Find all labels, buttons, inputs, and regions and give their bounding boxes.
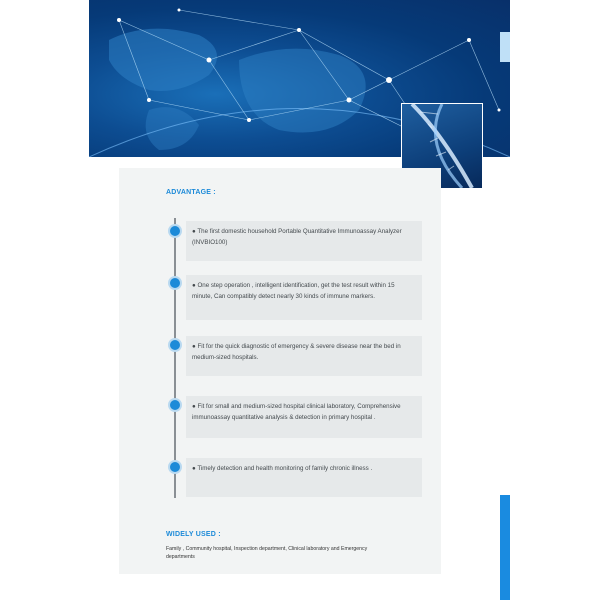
advantage-item-2: ● One step operation , intelligent identification, get the test result within 15 minute, Can compatibly detect nearly 30 kinds of immune markers. [186,275,422,320]
timeline-dot [168,224,182,238]
advantage-item-1: ● The first domestic household Portable Quantitative Immunoassay Analyzer (INVBIO100) [186,221,422,261]
right-accent-bar [500,495,510,600]
timeline-dot [168,460,182,474]
widely-used-text: Family , Community hospital, Inspection department, Clinical laboratory and Emergency departments [166,546,368,560]
advantage-heading: ADVANTAGE : [166,189,216,196]
side-tab-decoration [500,32,510,62]
timeline-dot [168,276,182,290]
widely-used-heading: WIDELY USED : [166,531,221,538]
timeline-dot [168,398,182,412]
advantage-item-3: ● Fit for the quick diagnostic of emergency & severe disease near the bed in medium-sized hospitals. [186,336,422,376]
advantage-item-4: ● Fit for small and medium-sized hospital clinical laboratory, Comprehensive immunoassay quantitative analysis & detection in primary hospital . [186,396,422,438]
timeline-dot [168,338,182,352]
advantage-item-5: ● Timely detection and health monitoring of family chronic illness . [186,458,422,497]
timeline-line [174,218,176,498]
content-panel [119,168,441,574]
